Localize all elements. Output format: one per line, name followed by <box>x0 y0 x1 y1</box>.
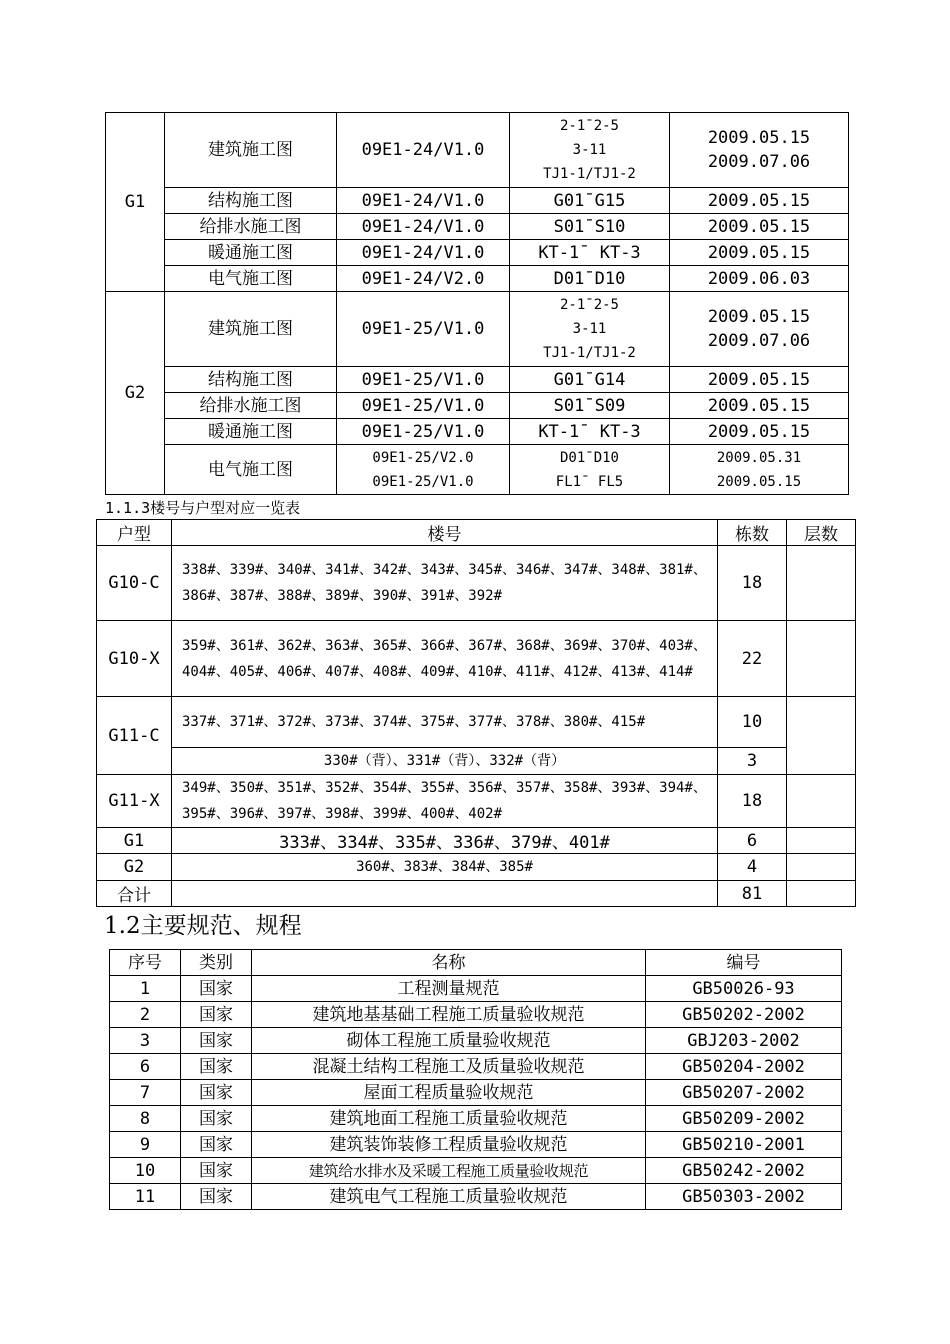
table-row <box>110 1158 842 1184</box>
standard-no: 6 <box>110 1054 181 1080</box>
header-floors: 层数 <box>787 520 856 546</box>
standard-category: 国家 <box>181 1080 252 1106</box>
date-line: 2009.05.15 <box>707 128 811 148</box>
standard-no: 7 <box>110 1080 181 1106</box>
units-table-caption: 1.1.3楼号与户型对应一览表 <box>105 499 301 517</box>
standard-category: 国家 <box>181 1158 252 1184</box>
standard-category: 国家 <box>181 1054 252 1080</box>
header-code: 编号 <box>646 950 842 976</box>
drawing-code <box>337 445 510 495</box>
drawing-sheets <box>510 292 670 367</box>
building-count: 10 <box>718 697 787 748</box>
drawing-code: 09E1-24/V1.0 <box>337 113 510 188</box>
drawing-code: 09E1-24/V1.0 <box>337 240 510 266</box>
drawing-code: 09E1-25/V1.0 <box>337 419 510 445</box>
unit-type: G10-X <box>97 621 172 697</box>
table-row <box>97 697 856 748</box>
standard-name: 屋面工程质量验收规范 <box>252 1080 646 1106</box>
floor-count <box>787 828 856 854</box>
standard-no: 2 <box>110 1002 181 1028</box>
standard-code: GB50207-2002 <box>646 1080 842 1106</box>
building-count: 6 <box>718 828 787 854</box>
building-count: 18 <box>718 546 787 621</box>
drawing-name: 给排水施工图 <box>165 393 337 419</box>
drawing-code: 09E1-24/V2.0 <box>337 266 510 292</box>
floor-count <box>787 546 856 621</box>
drawing-sheets: S01¯S09 <box>510 393 670 419</box>
drawing-dates <box>670 292 849 367</box>
header-type: 户型 <box>97 520 172 546</box>
standard-code: GB50303-2002 <box>646 1184 842 1210</box>
standard-category: 国家 <box>181 1132 252 1158</box>
table-row <box>106 113 849 188</box>
building-count: 22 <box>718 621 787 697</box>
floor-count <box>787 775 856 828</box>
building-count: 18 <box>718 775 787 828</box>
standard-name: 建筑电气工程施工质量验收规范 <box>252 1184 646 1210</box>
drawing-sheets: G01¯G14 <box>510 367 670 393</box>
building-count: 81 <box>718 881 787 907</box>
building-numbers: 359#、361#、362#、363#、365#、366#、367#、368#、369#、370#、403#、404#、405#、406#、407#、408#、409#、410#、411#、412#、413#、414# <box>172 621 718 697</box>
header-name: 名称 <box>252 950 646 976</box>
table-row <box>110 1002 842 1028</box>
drawing-dates: 2009.05.15 <box>670 367 849 393</box>
table-row <box>106 292 849 367</box>
header-row <box>110 950 842 976</box>
drawings-table <box>105 112 849 495</box>
building-numbers: 330#（背）、331#（背）、332#（背） <box>172 748 718 775</box>
drawing-name: 给排水施工图 <box>165 214 337 240</box>
drawing-name: 电气施工图 <box>165 266 337 292</box>
standard-code: GB50204-2002 <box>646 1054 842 1080</box>
floor-count <box>787 881 856 907</box>
sheet-line: 3-11 <box>572 142 607 158</box>
table-row <box>106 240 849 266</box>
code-line: 09E1-25/V2.0 <box>372 449 474 466</box>
code-line: 09E1-25/V1.0 <box>372 473 474 490</box>
standard-name: 建筑地面工程施工质量验收规范 <box>252 1106 646 1132</box>
unit-type: G10-C <box>97 546 172 621</box>
drawing-name: 结构施工图 <box>165 188 337 214</box>
standard-name: 建筑装饰装修工程质量验收规范 <box>252 1132 646 1158</box>
date-line: 2009.05.15 <box>716 473 802 490</box>
standard-category: 国家 <box>181 976 252 1002</box>
sheet-line: 3-11 <box>572 321 607 337</box>
drawing-sheets: D01¯D10 <box>510 266 670 292</box>
table-row <box>106 367 849 393</box>
date-line: 2009.07.06 <box>707 152 811 172</box>
floor-count <box>787 621 856 697</box>
standard-category: 国家 <box>181 1002 252 1028</box>
sheet-line: TJ1-1/TJ1-2 <box>543 166 636 182</box>
table-row <box>97 621 856 697</box>
table-row <box>110 1028 842 1054</box>
standard-code: GB50026-93 <box>646 976 842 1002</box>
table-row <box>110 1054 842 1080</box>
sheet-line: 2-1¯2-5 <box>559 297 619 313</box>
standard-no: 11 <box>110 1184 181 1210</box>
header-numbers: 楼号 <box>172 520 718 546</box>
drawing-name: 建筑施工图 <box>165 113 337 188</box>
building-numbers: 338#、339#、340#、341#、342#、343#、345#、346#、347#、348#、381#、386#、387#、388#、389#、390#、391#、392# <box>172 546 718 621</box>
drawing-code: 09E1-25/V1.0 <box>337 367 510 393</box>
drawing-dates: 2009.05.15 <box>670 214 849 240</box>
header-category: 类别 <box>181 950 252 976</box>
unit-type: G11-X <box>97 775 172 828</box>
header-row <box>97 520 856 546</box>
table-row <box>106 445 849 495</box>
building-cell: G1 <box>106 113 165 292</box>
building-numbers: 360#、383#、384#、385# <box>172 854 718 881</box>
sheet-line: FL1¯ FL5 <box>555 473 624 490</box>
drawing-dates: 2009.05.15 <box>670 240 849 266</box>
standard-no: 1 <box>110 976 181 1002</box>
date-line: 2009.07.06 <box>707 331 811 351</box>
standard-name: 建筑给水排水及采暖工程施工质量验收规范 <box>252 1158 646 1184</box>
floor-count <box>787 697 856 775</box>
standard-code: GB50210-2001 <box>646 1132 842 1158</box>
table-row <box>97 854 856 881</box>
unit-type: G1 <box>97 828 172 854</box>
standard-no: 8 <box>110 1106 181 1132</box>
table-row <box>97 775 856 828</box>
table-row <box>106 419 849 445</box>
table-row <box>106 266 849 292</box>
drawing-name: 暖通施工图 <box>165 240 337 266</box>
section-heading: 1.2主要规范、规程 <box>104 913 302 939</box>
sheet-line: 2-1¯2-5 <box>559 118 619 134</box>
header-no: 序号 <box>110 950 181 976</box>
table-row <box>110 1080 842 1106</box>
drawing-dates <box>670 113 849 188</box>
standard-category: 国家 <box>181 1106 252 1132</box>
building-count: 3 <box>718 748 787 775</box>
drawing-sheets: S01¯S10 <box>510 214 670 240</box>
table-row <box>110 976 842 1002</box>
standard-code: GB50202-2002 <box>646 1002 842 1028</box>
drawing-dates: 2009.05.15 <box>670 419 849 445</box>
building-count: 4 <box>718 854 787 881</box>
table-row <box>106 188 849 214</box>
table-row <box>110 1184 842 1210</box>
units-table <box>96 519 856 907</box>
header-count: 栋数 <box>718 520 787 546</box>
drawing-dates <box>670 445 849 495</box>
standard-name: 砌体工程施工质量验收规范 <box>252 1028 646 1054</box>
table-row <box>110 1132 842 1158</box>
standard-category: 国家 <box>181 1028 252 1054</box>
table-row <box>97 828 856 854</box>
table-row <box>97 748 856 775</box>
floor-count <box>787 854 856 881</box>
sheet-line: D01¯D10 <box>559 449 619 466</box>
date-line: 2009.05.15 <box>707 307 811 327</box>
building-numbers: 333#、334#、335#、336#、379#、401# <box>172 828 718 854</box>
standard-name: 建筑地基基础工程施工质量验收规范 <box>252 1002 646 1028</box>
building-cell: G2 <box>106 292 165 495</box>
table-row <box>106 393 849 419</box>
drawing-name: 电气施工图 <box>165 445 337 495</box>
building-numbers: 349#、350#、351#、352#、354#、355#、356#、357#、358#、393#、394#、395#、396#、397#、398#、399#、400#、402# <box>172 775 718 828</box>
standard-no: 10 <box>110 1158 181 1184</box>
drawing-sheets <box>510 445 670 495</box>
table-row <box>106 214 849 240</box>
table-row <box>97 881 856 907</box>
standard-code: GB50242-2002 <box>646 1158 842 1184</box>
drawing-code: 09E1-24/V1.0 <box>337 214 510 240</box>
drawing-code: 09E1-25/V1.0 <box>337 393 510 419</box>
standard-no: 3 <box>110 1028 181 1054</box>
standard-code: GB50209-2002 <box>646 1106 842 1132</box>
table-row <box>110 1106 842 1132</box>
drawing-sheets: KT-1¯ KT-3 <box>510 419 670 445</box>
building-numbers: 337#、371#、372#、373#、374#、375#、377#、378#、380#、415# <box>172 697 718 748</box>
drawing-name: 暖通施工图 <box>165 419 337 445</box>
building-numbers <box>172 881 718 907</box>
unit-type: 合计 <box>97 881 172 907</box>
standard-category: 国家 <box>181 1184 252 1210</box>
standard-name: 工程测量规范 <box>252 976 646 1002</box>
drawing-code: 09E1-25/V1.0 <box>337 292 510 367</box>
drawing-name: 建筑施工图 <box>165 292 337 367</box>
drawing-name: 结构施工图 <box>165 367 337 393</box>
drawing-code: 09E1-24/V1.0 <box>337 188 510 214</box>
drawing-dates: 2009.06.03 <box>670 266 849 292</box>
standard-code: GBJ203-2002 <box>646 1028 842 1054</box>
standards-table <box>109 949 842 1210</box>
drawing-sheets: G01¯G15 <box>510 188 670 214</box>
table-row <box>97 546 856 621</box>
sheet-line: TJ1-1/TJ1-2 <box>543 345 636 361</box>
unit-type: G11-C <box>97 697 172 775</box>
standard-no: 9 <box>110 1132 181 1158</box>
drawing-dates: 2009.05.15 <box>670 188 849 214</box>
drawing-sheets <box>510 113 670 188</box>
drawing-dates: 2009.05.15 <box>670 393 849 419</box>
drawing-sheets: KT-1¯ KT-3 <box>510 240 670 266</box>
unit-type: G2 <box>97 854 172 881</box>
standard-name: 混凝土结构工程施工及质量验收规范 <box>252 1054 646 1080</box>
date-line: 2009.05.31 <box>716 449 802 466</box>
